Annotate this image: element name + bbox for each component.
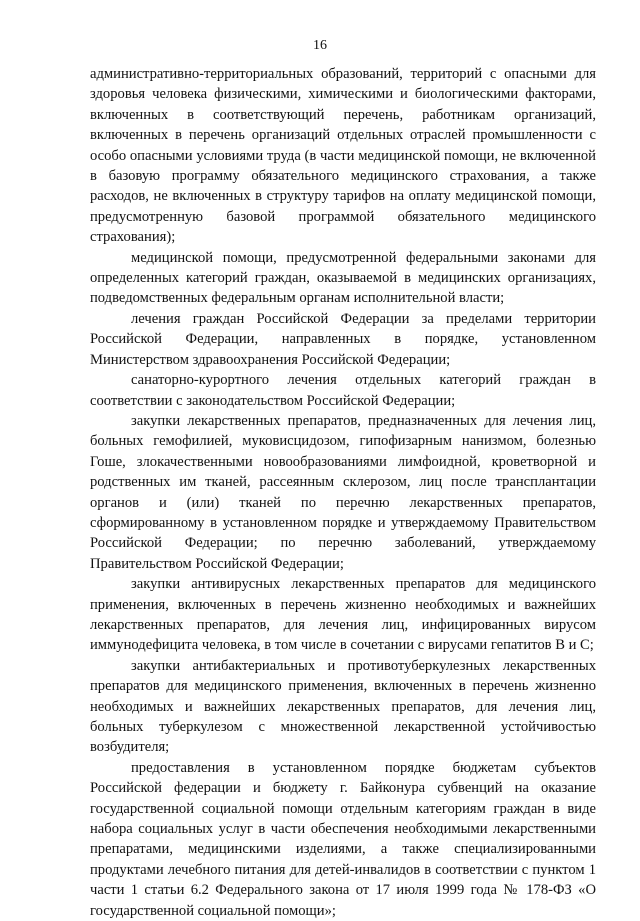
paragraph-federal-laws-categories: медицинской помощи, предусмотренной федеральными законами для определенных категорий граждан, оказываемой в медицинских организациях, подведомственных федеральным органам исполнительной власти; xyxy=(90,249,596,307)
paragraph-treatment-abroad: лечения граждан Российской Федерации за пределами территории Российской Федерации, направленных в порядке, установленном Министерством здравоохранения Российской Федерации; xyxy=(90,310,596,368)
paragraph-antiviral-drugs: закупки антивирусных лекарственных препаратов для медицинского применения, включенных в перечень жизненно необходимых и важнейших лекарственных препаратов, для лечения лиц, инфицированных вирусом иммунодефицита человека, в том числе в сочетании с вирусами гепатитов В и С; xyxy=(90,576,596,654)
paragraph-social-assistance-subventions: предоставления в установленном порядке бюджетам субъектов Российской федерации и бюджету г. Байконура субвенций на оказание государственной социальной помощи отдельным категориям граждан в виде набора социальных услуг в части обеспечения необходимыми лекарственными препаратами, медицинскими изделиями, а также специализированными продуктами лечебного питания для детей-инвалидов в соответствии с пунктом 1 части 1 статьи 6.2 Федерального закона от 17 июля 1999 года № 178-ФЗ «О государственной социальной помощи»; xyxy=(90,759,596,919)
paragraph-continuation: административно-территориальных образований, территорий с опасными для здоровья человека физическими, химическими и биологическими факторами, включенных в соответствующий перечень, работникам организаций, включенных в перечень организаций отдельных отраслей промышленности с особо опасными условиями труда (в части медицинской помощи, не включенной в базовую программу обязательного медицинского страхования, а также расходов, не включенных в структуру тарифов на оплату медицинской помощи, предусмотренную базовой программой обязательного медицинского страхования); xyxy=(90,66,596,246)
page-number: 16 xyxy=(313,38,327,53)
document-body xyxy=(90,64,596,921)
paragraph-rare-diseases-drugs: закупки лекарственных препаратов, предназначенных для лечения лиц, больных гемофилией, муковисцидозом, гипофизарным нанизмом, болезнью Гоше, злокачественными новообразованиями лимфоидной, кроветворной и родственных им тканей, рассеянным склерозом, лиц после трансплантации органов и (или) тканей по перечню лекарственных препаратов, сформированному в установленном порядке и утверждаемому Правительством Российской Федерации; по перечню заболеваний, утверждаемому Правительством Российской Федерации; xyxy=(90,412,596,572)
paragraph-antibacterial-drugs: закупки антибактериальных и противотуберкулезных лекарственных препаратов для медицинского применения, включенных в перечень жизненно необходимых и важнейших лекарственных препаратов, для лечения лиц, больных туберкулезом с множественной лекарственной устойчивостью возбудителя; xyxy=(90,657,596,756)
paragraph-sanatorium-treatment: санаторно-курортного лечения отдельных категорий граждан в соответствии с законодательством Российской Федерации; xyxy=(90,372,596,409)
